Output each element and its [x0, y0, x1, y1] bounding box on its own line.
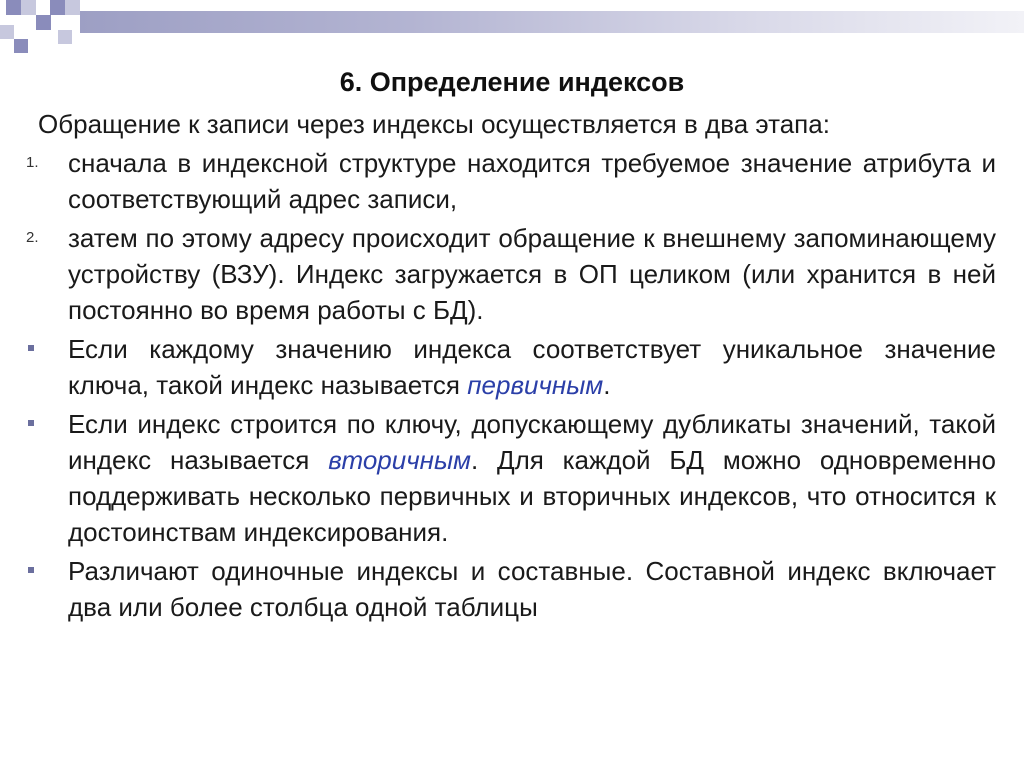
- bullet-text: Если индекс строится по ключу, допускающему дубликаты значений, такой индекс называется: [68, 409, 996, 475]
- header-decoration: [0, 0, 1024, 60]
- decor-square: [50, 0, 65, 15]
- bullet-item: [68, 553, 996, 625]
- bullet-text: Если каждому значению индекса соответствует уникальное значение ключа, такой индекс называется: [68, 334, 996, 400]
- decor-square: [0, 25, 14, 39]
- bullet-square-icon: [28, 345, 34, 351]
- header-gradient-bar: [80, 11, 1024, 33]
- term-primary: первичным: [467, 370, 604, 400]
- slide-title: 6. Определение индексов: [339, 67, 685, 97]
- intro-paragraph: Обращение к записи через индексы осуществляется в два этапа:: [38, 109, 830, 139]
- numbered-item-text: затем по этому адресу происходит обращение к внешнему запоминающему устройству (ВЗУ). Индекс загружается в ОП целиком (или хранится в ней постоянно во время работы с БД).: [68, 223, 996, 325]
- decor-square: [21, 0, 36, 15]
- numbered-item: [26, 145, 996, 217]
- numbered-item-text: сначала в индексной структуре находится требуемое значение атрибута и соответствующий адрес записи,: [68, 148, 996, 214]
- bullet-square-icon: [28, 420, 34, 426]
- decor-square: [14, 39, 28, 53]
- bullet-item: [68, 331, 996, 403]
- numbered-item: [26, 220, 996, 328]
- bullet-text-end: .: [603, 370, 611, 400]
- slide-body: [0, 106, 1024, 625]
- bullet-square-icon: [28, 567, 34, 573]
- decor-square: [58, 30, 72, 44]
- term-secondary: вторичным: [328, 445, 471, 475]
- list-number: 2.: [26, 229, 39, 246]
- decor-square: [65, 0, 80, 15]
- bullet-item: [68, 406, 996, 550]
- list-number: 1.: [26, 154, 39, 171]
- decor-square: [36, 15, 51, 30]
- bullet-text: Различают одиночные индексы и составные. Составной индекс включает два или более столбца одной таблицы: [68, 556, 996, 622]
- bullet-text-end: . Для каждой БД можно одновременно поддерживать несколько первичных и вторичных индексов, что относится к достоинствам индексирования.: [68, 445, 996, 547]
- decor-square: [6, 0, 21, 15]
